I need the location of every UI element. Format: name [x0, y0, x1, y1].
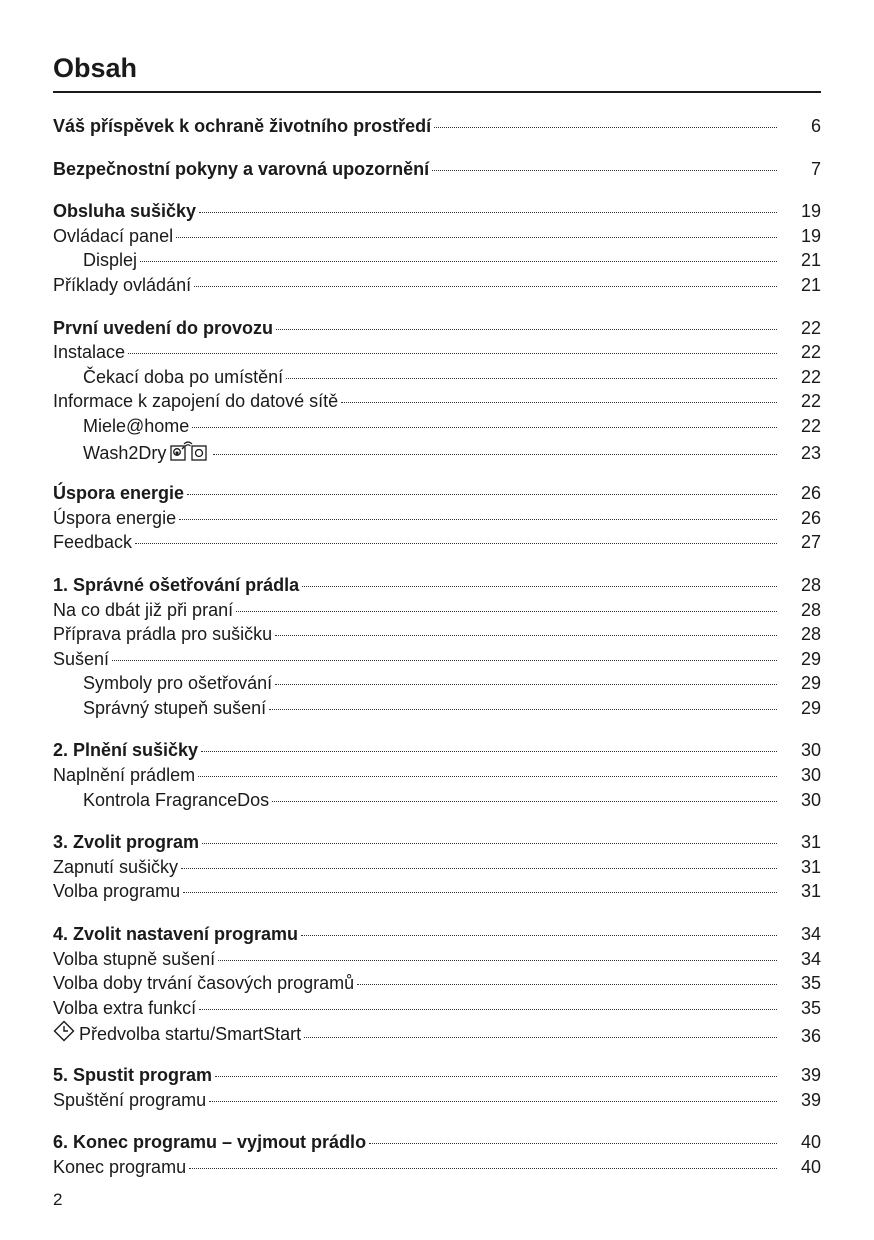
- toc-entry[interactable]: [53, 248, 821, 273]
- dot-leader: [269, 709, 777, 710]
- toc-entry-label: [53, 1155, 186, 1180]
- toc-section: [53, 738, 821, 812]
- dot-leader: [192, 427, 777, 428]
- toc-entry-label: [53, 530, 132, 555]
- toc-entry-label: [53, 996, 196, 1021]
- toc-entry-text: Spuštění programu: [53, 1089, 207, 1110]
- toc-entry[interactable]: [53, 439, 821, 464]
- toc-entry-text: Informace k zapojení do datové sítě: [53, 391, 339, 412]
- dot-leader: [275, 635, 777, 636]
- toc-entry-text: 5. Spustit program: [53, 1065, 213, 1085]
- toc-entry-text: 1. Správné ošetřování prádla: [53, 574, 300, 595]
- toc-entry-label: [83, 788, 269, 813]
- dot-leader: [432, 170, 777, 171]
- dot-leader: [112, 660, 777, 661]
- toc-entry[interactable]: [53, 316, 821, 341]
- toc-entry-text: Čekací doba po umístění: [83, 366, 284, 387]
- toc-entry-text: Feedback: [53, 532, 133, 553]
- toc-entry-page: 40: [800, 1156, 821, 1177]
- toc-entry[interactable]: [53, 414, 821, 439]
- toc-entry[interactable]: [53, 506, 821, 531]
- toc-section: [53, 922, 821, 1045]
- toc-section: [53, 481, 821, 555]
- dot-leader: [434, 127, 777, 128]
- toc-entry-label: [53, 738, 198, 763]
- dot-leader: [357, 984, 777, 985]
- toc-entry[interactable]: [53, 1063, 821, 1088]
- toc-entry[interactable]: [53, 1130, 821, 1155]
- dot-leader: [202, 843, 777, 844]
- toc-entry-text: 4. Zvolit nastavení programu: [53, 924, 299, 945]
- toc-entry-label: [83, 696, 266, 721]
- dot-leader: [187, 494, 777, 495]
- toc-entry-page: 39: [800, 1089, 821, 1110]
- toc-entry-page: 35: [800, 997, 821, 1018]
- dot-leader: [128, 353, 777, 354]
- dot-leader: [209, 1101, 777, 1102]
- toc-entry-page: 36: [800, 1026, 821, 1047]
- toc-section: [53, 157, 821, 182]
- toc-entry-label: [53, 199, 196, 224]
- toc-entry[interactable]: [53, 922, 821, 947]
- toc-entry-page: 22: [800, 366, 821, 387]
- toc-entry-label: [53, 157, 429, 182]
- toc-section: [53, 114, 821, 139]
- toc-entry[interactable]: [53, 530, 821, 555]
- toc-entry-label: [53, 481, 184, 506]
- toc-entry-label: [53, 647, 109, 672]
- toc-section: [53, 316, 821, 464]
- dot-leader: [183, 892, 777, 893]
- toc-entry[interactable]: [53, 224, 821, 249]
- dot-leader: [198, 776, 777, 777]
- toc-entry[interactable]: [53, 763, 821, 788]
- toc-entry-text: Ovládací panel: [53, 225, 174, 246]
- toc-entry-text: Volba programu: [53, 881, 181, 902]
- toc-entry-label: [83, 671, 272, 696]
- toc-entry-page: 28: [800, 574, 821, 595]
- dot-leader: [304, 1037, 777, 1038]
- dot-leader: [135, 543, 777, 544]
- toc-entry-label: [53, 1088, 206, 1113]
- toc-entry-label: [53, 947, 215, 972]
- toc-entry[interactable]: [53, 114, 821, 139]
- toc-entry-page: 34: [800, 948, 821, 969]
- toc-entry-label: [53, 1020, 301, 1049]
- toc-entry-text: Správný stupeň sušení: [83, 697, 267, 718]
- dot-leader: [275, 684, 777, 685]
- toc-entry-page: 22: [800, 317, 821, 338]
- toc-entry-label: [83, 414, 189, 439]
- toc-entry-text: 2. Plnění sušičky: [53, 740, 199, 761]
- toc-entry-page: 29: [800, 697, 821, 718]
- toc-entry-page: 26: [800, 483, 821, 504]
- toc-entry[interactable]: [53, 696, 821, 721]
- dot-leader: [199, 1009, 777, 1010]
- toc-entry-label: [53, 316, 273, 341]
- toc-entry-page: 21: [800, 250, 821, 271]
- toc-entry-page: 26: [800, 507, 821, 528]
- toc-entry[interactable]: [53, 340, 821, 365]
- dot-leader: [199, 212, 777, 213]
- toc-entry-text: Volba doby trvání časových programů: [53, 973, 355, 994]
- toc-entry-text: Displej: [83, 250, 138, 271]
- toc-entry-label: [53, 1063, 212, 1088]
- title-divider: [53, 91, 821, 93]
- toc-entry-text: Váš příspěvek k ochraně životního prostředí: [53, 116, 432, 136]
- toc-entry-page: 22: [800, 391, 821, 412]
- toc-entry-text: Instalace: [53, 342, 126, 363]
- toc-entry-label: [53, 1130, 366, 1155]
- dot-leader: [201, 751, 777, 752]
- toc-entry-text: 3. Zvolit program: [53, 832, 200, 853]
- toc-entry[interactable]: [53, 855, 821, 880]
- toc-entry-text: Zapnutí sušičky: [53, 856, 179, 877]
- toc-entry-page: 31: [800, 856, 821, 877]
- toc-entry-label: [53, 224, 173, 249]
- toc-entry-page: 7: [810, 158, 821, 179]
- toc-section: [53, 830, 821, 904]
- toc-entry-label: [83, 365, 283, 390]
- page-title: Obsah: [53, 53, 138, 83]
- toc-entry[interactable]: [53, 738, 821, 763]
- toc-entry-page: 21: [800, 274, 821, 295]
- toc-entry-page: 6: [810, 116, 821, 136]
- toc-entry-label: [53, 763, 195, 788]
- toc-entry-page: 23: [800, 442, 821, 463]
- toc-entry-text: Na co dbát již při praní: [53, 599, 234, 620]
- footer-page-number: 2: [53, 1190, 63, 1209]
- toc-entry-label: [53, 830, 199, 855]
- toc-entry-text: Předvolba startu/SmartStart: [79, 1024, 302, 1045]
- toc-entry-text: Volba extra funkcí: [53, 997, 197, 1018]
- toc-entry-page: 39: [800, 1065, 821, 1085]
- toc-entry-label: [53, 340, 125, 365]
- toc-entry-page: 34: [800, 924, 821, 945]
- dot-leader: [236, 611, 777, 612]
- dot-leader: [213, 454, 777, 455]
- dot-leader: [286, 378, 777, 379]
- toc-entry-page: 28: [800, 624, 821, 645]
- toc-entry-text: Kontrola FragranceDos: [83, 789, 270, 810]
- toc-entry[interactable]: [53, 996, 821, 1021]
- toc-entry-page: 30: [800, 765, 821, 786]
- toc-entry-label: [53, 273, 191, 298]
- toc-entry-text: Příprava prádla pro sušičku: [53, 624, 273, 645]
- toc-entry[interactable]: [53, 365, 821, 390]
- dot-leader: [301, 935, 777, 936]
- toc-entry[interactable]: [53, 157, 821, 182]
- toc-entry-text: Symboly pro ošetřování: [83, 673, 273, 694]
- toc-entry-page: 22: [800, 415, 821, 436]
- toc-entry-text: První uvedení do provozu: [53, 317, 274, 338]
- toc-entry[interactable]: [53, 671, 821, 696]
- toc-entry[interactable]: [53, 647, 821, 672]
- dot-leader: [341, 402, 777, 403]
- toc-entry-page: 22: [800, 342, 821, 363]
- toc-entry[interactable]: [53, 1155, 821, 1180]
- toc-entry-label: [53, 114, 431, 139]
- toc-entry-text: Úspora energie: [53, 483, 185, 504]
- table-of-contents: [53, 114, 821, 1197]
- toc-entry-text: Obsluha sušičky: [53, 201, 197, 222]
- toc-entry-text: Konec programu: [53, 1156, 187, 1177]
- toc-entry-label: [53, 389, 338, 414]
- toc-entry-label: [53, 573, 299, 598]
- toc-section: [53, 1130, 821, 1179]
- toc-entry-page: 29: [800, 648, 821, 669]
- toc-entry-page: 27: [800, 532, 821, 553]
- toc-entry-label: [53, 971, 354, 996]
- toc-entry-text: Sušení: [53, 648, 110, 669]
- toc-section: [53, 199, 821, 297]
- toc-entry-page: 29: [800, 673, 821, 694]
- dot-leader: [181, 868, 777, 869]
- dot-leader: [179, 519, 777, 520]
- dot-leader: [189, 1168, 777, 1169]
- dot-leader: [215, 1076, 777, 1077]
- toc-entry[interactable]: [53, 879, 821, 904]
- toc-entry[interactable]: [53, 830, 821, 855]
- toc-entry[interactable]: [53, 389, 821, 414]
- dot-leader: [140, 261, 777, 262]
- toc-entry-label: [53, 506, 176, 531]
- toc-entry[interactable]: [53, 273, 821, 298]
- toc-entry-text: Naplnění prádlem: [53, 765, 196, 786]
- dot-leader: [276, 329, 777, 330]
- toc-entry-text: Miele@home: [83, 415, 190, 436]
- toc-entry-label: [83, 439, 210, 468]
- toc-entry[interactable]: [53, 1020, 821, 1045]
- toc-entry[interactable]: [53, 788, 821, 813]
- toc-entry-page: 30: [800, 740, 821, 761]
- toc-entry-page: 35: [800, 973, 821, 994]
- dot-leader: [302, 586, 777, 587]
- toc-section: [53, 573, 821, 721]
- dot-leader: [369, 1143, 777, 1144]
- toc-entry-page: 31: [800, 881, 821, 902]
- wash2dry-icon: [170, 439, 210, 468]
- toc-section: [53, 1063, 821, 1112]
- toc-entry[interactable]: [53, 598, 821, 623]
- delay-start-icon: [53, 1020, 75, 1049]
- toc-entry[interactable]: [53, 622, 821, 647]
- toc-entry-text: 6. Konec programu – vyjmout prádlo: [53, 1132, 367, 1153]
- toc-entry[interactable]: [53, 573, 821, 598]
- dot-leader: [194, 286, 777, 287]
- dot-leader: [218, 960, 777, 961]
- dot-leader: [272, 801, 777, 802]
- toc-entry-page: 28: [800, 599, 821, 620]
- toc-entry-page: 40: [800, 1132, 821, 1153]
- toc-entry-label: [53, 922, 298, 947]
- toc-entry-page: 30: [800, 789, 821, 810]
- toc-entry-page: 19: [800, 225, 821, 246]
- toc-entry[interactable]: [53, 971, 821, 996]
- toc-entry-text: Volba stupně sušení: [53, 948, 216, 969]
- toc-entry-page: 31: [800, 832, 821, 853]
- toc-entry[interactable]: [53, 1088, 821, 1113]
- toc-entry-text: Bezpečnostní pokyny a varovná upozornění: [53, 158, 430, 179]
- toc-entry-text: Úspora energie: [53, 507, 177, 528]
- toc-entry-label: [53, 598, 233, 623]
- toc-entry-text: Příklady ovládání: [53, 274, 192, 295]
- toc-entry-label: [53, 622, 272, 647]
- toc-entry-label: [83, 248, 137, 273]
- toc-entry-text: Wash2Dry: [83, 442, 167, 463]
- toc-entry[interactable]: [53, 199, 821, 224]
- dot-leader: [176, 237, 777, 238]
- toc-entry-label: [53, 879, 180, 904]
- toc-entry[interactable]: [53, 481, 821, 506]
- toc-entry-label: [53, 855, 178, 880]
- toc-entry[interactable]: [53, 947, 821, 972]
- toc-entry-page: 19: [800, 201, 821, 222]
